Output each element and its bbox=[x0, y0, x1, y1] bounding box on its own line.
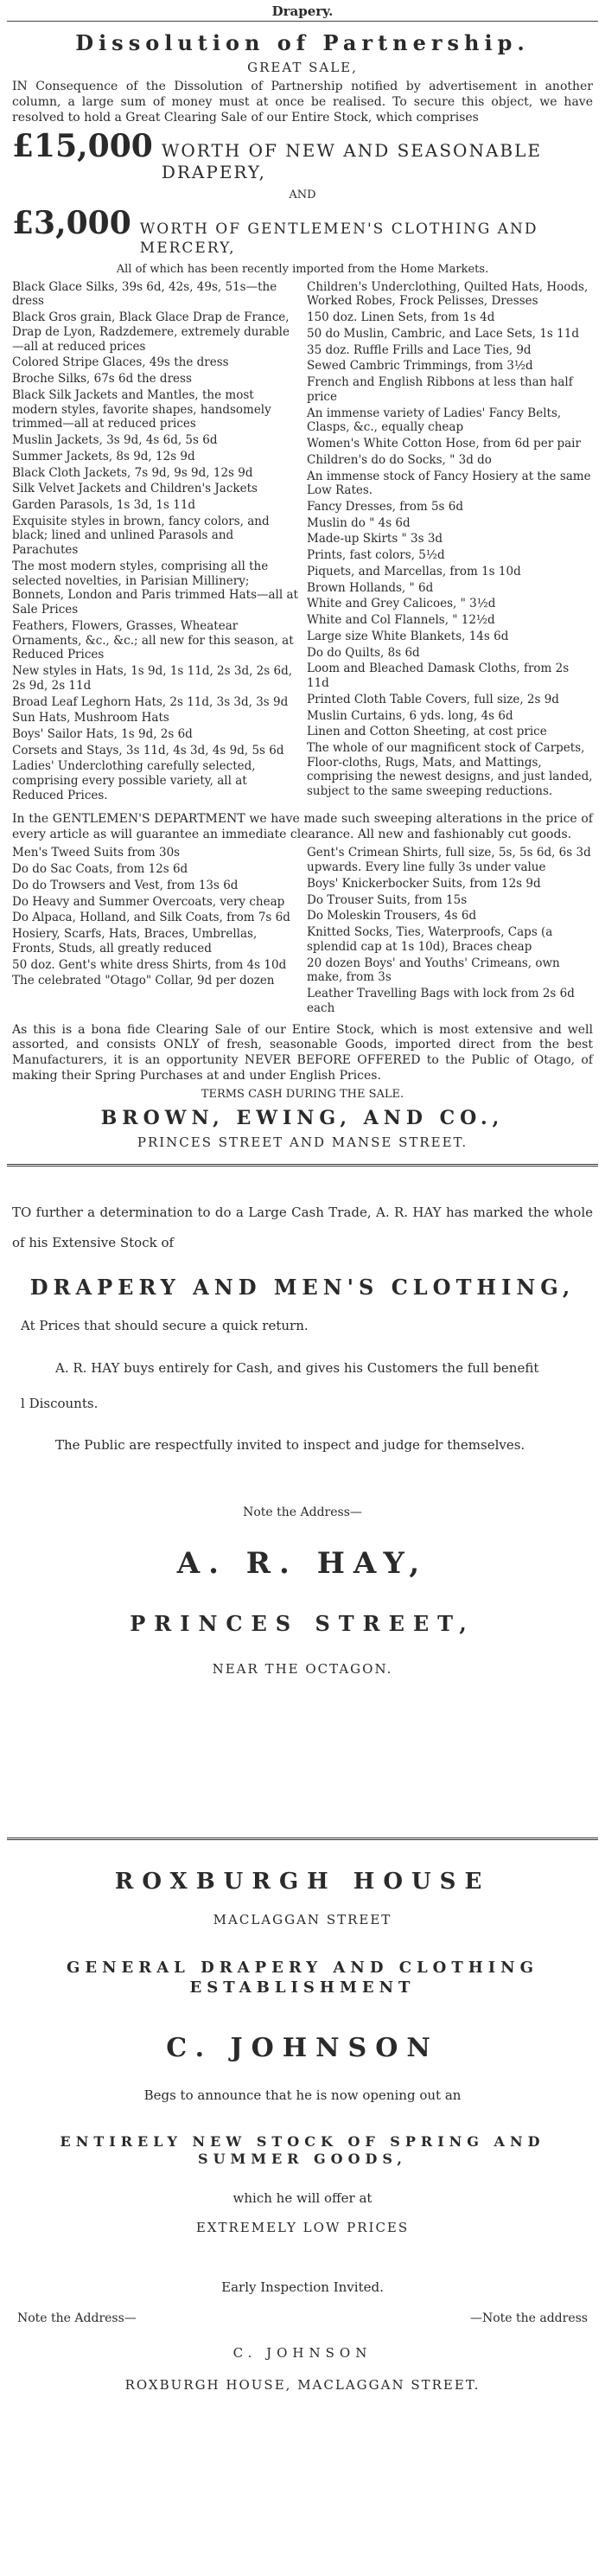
gents-right-item: Knitted Socks, Ties, Waterproofs, Caps (a splendid cap at 1s 10d), Braces cheap bbox=[307, 925, 553, 954]
drapery-right-column bbox=[307, 280, 593, 805]
drapery-columns bbox=[12, 280, 593, 805]
drapery-right-item: Linen and Cotton Sheeting, at cost price bbox=[307, 725, 547, 739]
drapery-left-item: Garden Parasols, 1s 3d, 1s 11d bbox=[12, 497, 196, 512]
drapery-left-item: New styles in Hats, 1s 9d, 1s 11d, 2s 3d, 2s 6d, 2s 9d, 2s 11d bbox=[12, 664, 292, 693]
gents-left-item: Do do Trowsers and Vest, from 13s 6d bbox=[12, 878, 239, 892]
drapery-right-item: Muslin Curtains, 6 yds. long, 4s 6d bbox=[307, 708, 513, 723]
drapery-left-item: Feathers, Flowers, Grasses, Wheatear Ornaments, &c., &c.; all new for this season, at Reduced Prices bbox=[12, 618, 294, 662]
gents-left-item: Do Heavy and Summer Overcoats, very cheap bbox=[12, 894, 285, 909]
divider bbox=[7, 1164, 598, 1167]
drapery-left-item: Colored Stripe Glaces, 49s the dress bbox=[12, 355, 229, 370]
gents-left-item: Men's Tweed Suits from 30s bbox=[12, 846, 181, 860]
hay-near: NEAR THE OCTAGON. bbox=[212, 1661, 393, 1677]
amount-drapery-text: WORTH OF NEW AND SEASONABLE DRAPERY, bbox=[161, 140, 542, 183]
gents-left-item: 50 doz. Gent's white dress Shirts, from 4s 10d bbox=[12, 957, 287, 972]
johnson-heading: GENERAL DRAPERY AND CLOTHING ESTABLISHMENT bbox=[66, 1959, 539, 1997]
hay-intro: TO further a determination to do a Large Cash Trade, A. R. HAY has marked the whole of his Extensive Stock of bbox=[12, 1205, 593, 1250]
hay-line-4: The Public are respectfully invited to inspect and judge for themselves. bbox=[55, 1437, 525, 1454]
gents-right-item: Gent's Crimean Shirts, full size, 5s, 5s 6d, 6s 3d upwards. Every line fully 3s under value bbox=[307, 846, 591, 875]
drapery-right-item: French and English Ribbons at less than half price bbox=[307, 375, 573, 404]
gents-right-item: Boys' Knickerbocker Suits, from 12s 9d bbox=[307, 876, 541, 891]
johnson-address-row bbox=[12, 2311, 593, 2327]
drapery-right-item: An immense variety of Ladies' Fancy Belts, Clasps, &c., equally cheap bbox=[307, 406, 562, 435]
note-right: —Note the address bbox=[469, 2311, 588, 2325]
johnson-line-2: which he will offer at bbox=[232, 2189, 373, 2206]
ad-intro: IN Consequence of the Dissolution of Partnership notified by advertisement in another column, a large sum of money must at once be realised. To secure this object, we have resolved to hold a Great Clearing Sale of our Entire Stock, which comprises bbox=[12, 79, 593, 125]
footer-name: C. JOHNSON bbox=[232, 2345, 373, 2362]
drapery-right-item: Children's do do Socks, " 3d do bbox=[307, 452, 492, 467]
and-label: AND bbox=[289, 189, 316, 202]
footer-address: ROXBURGH HOUSE, MACLAGGAN STREET. bbox=[124, 2377, 481, 2393]
gents-left-column bbox=[12, 846, 298, 1017]
gents-left-item: The celebrated "Otago" Collar, 9d per dozen bbox=[12, 974, 275, 988]
ad-subtitle: GREAT SALE, bbox=[247, 60, 358, 75]
drapery-right-item: Made-up Skirts " 3s 3d bbox=[307, 532, 443, 547]
drapery-right-item: An immense stock of Fancy Hosiery at the same Low Rates. bbox=[307, 469, 591, 498]
ad-brown-ewing bbox=[0, 23, 605, 1160]
drapery-right-item: White and Grey Calicoes, " 3½d bbox=[307, 597, 496, 611]
gents-left-item: Hosiery, Scarfs, Hats, Braces, Umbrellas, Fronts, Studs, all greatly reduced bbox=[12, 927, 258, 956]
ad-title: Dissolution of Partnership. bbox=[75, 30, 530, 55]
johnson-inspection: Early Inspection Invited. bbox=[221, 2279, 384, 2295]
hay-note: Note the Address— bbox=[243, 1505, 362, 1519]
drapery-left-item: The most modern styles, comprising all the selected novelties, in Parisian Millinery; Bonnets, London and Paris trimmed Hats—all at Sale Prices bbox=[12, 559, 298, 617]
ad-hay bbox=[0, 1170, 605, 1834]
closing-text: As this is a bona fide Clearing Sale of our Entire Stock, which is most extensive and well assorted, and consists ONLY of fresh, seasonable Goods, imported direct from the best Manufacturers, it is an opportunity NEVER BEFORE OFFERED to the Public of Otago, of making their Spring Purchases at and under English Prices. bbox=[12, 1022, 593, 1083]
drapery-left-item: Black Silk Jackets and Mantles, the most modern styles, favorite shapes, handsomely trimmed—all at reduced prices bbox=[12, 387, 271, 431]
johnson-line-1: Begs to announce that he is now opening out an bbox=[143, 2087, 462, 2103]
hay-name: A. R. HAY, bbox=[176, 1545, 429, 1581]
drapery-right-item: 150 doz. Linen Sets, from 1s 4d bbox=[307, 310, 495, 325]
johnson-line-3: EXTREMELY LOW PRICES bbox=[195, 2220, 410, 2236]
gents-left-item: Do Alpaca, Holland, and Silk Coats, from 7s 6d bbox=[12, 911, 290, 925]
drapery-right-item: The whole of our magnificent stock of Carpets, Floor-cloths, Rugs, Mats, and Mattings, comprising the newest designs, and just landed, subject to the same sweeping reductions. bbox=[307, 740, 593, 799]
gents-right-item: Do Trouser Suits, from 15s bbox=[307, 892, 468, 907]
gents-columns bbox=[12, 846, 593, 1017]
drapery-left-item: Exquisite styles in brown, fancy colors, and black; lined and unlined Parasols and Parachutes bbox=[12, 514, 270, 558]
drapery-left-item: Black Gros grain, Black Glace Drap de France, Drap de Lyon, Radzdemere, extremely durable—all at reduced prices bbox=[12, 310, 290, 354]
drapery-right-item: Sewed Cambric Trimmings, from 3½d bbox=[307, 359, 533, 374]
drapery-left-item: Broche Silks, 67s 6d the dress bbox=[12, 372, 192, 387]
firm-address: PRINCES STREET AND MANSE STREET. bbox=[137, 1134, 468, 1150]
drapery-left-column bbox=[12, 280, 298, 805]
gents-right-item: 20 dozen Boys' and Youths' Crimeans, own make, from 3s bbox=[307, 956, 560, 985]
drapery-right-item: Piquets, and Marcellas, from 1s 10d bbox=[307, 564, 521, 578]
gents-right-item: Leather Travelling Bags with lock from 2s 6d each bbox=[307, 987, 575, 1015]
drapery-left-item: Silk Velvet Jackets and Children's Jackets bbox=[12, 482, 258, 496]
drapery-right-item: Fancy Dresses, from 5s 6d bbox=[307, 499, 464, 514]
johnson-heading-2: ENTIRELY NEW STOCK OF SPRING AND SUMMER GOODS, bbox=[60, 2132, 545, 2167]
drapery-left-item: Broad Leaf Leghorn Hats, 2s 11d, 3s 3d, 3s 9d bbox=[12, 694, 289, 709]
johnson-name: C. JOHNSON bbox=[166, 2033, 439, 2064]
terms: TERMS CASH DURING THE SALE. bbox=[201, 1088, 404, 1102]
drapery-left-item: Black Cloth Jackets, 7s 9d, 9s 9d, 12s 9d bbox=[12, 465, 253, 480]
divider bbox=[7, 1838, 598, 1840]
hay-street: PRINCES STREET, bbox=[130, 1611, 475, 1636]
drapery-left-item: Sun Hats, Mushroom Hats bbox=[12, 711, 169, 725]
drapery-left-item: Boys' Sailor Hats, 1s 9d, 2s 6d bbox=[12, 726, 193, 741]
drapery-right-item: Printed Cloth Table Covers, full size, 2s 9d bbox=[307, 692, 559, 706]
amount-row-drapery bbox=[12, 128, 593, 183]
imported-note: All of which has been recently imported from the Home Markets. bbox=[116, 262, 489, 276]
amount-drapery: £15,000 bbox=[12, 128, 153, 165]
johnson-street: MACLAGGAN STREET bbox=[213, 1911, 392, 1927]
drapery-right-item: 50 do Muslin, Cambric, and Lace Sets, 1s 11d bbox=[307, 326, 579, 341]
hay-line-3: l Discounts. bbox=[21, 1395, 99, 1411]
drapery-right-item: Loom and Bleached Damask Cloths, from 2s 11d bbox=[307, 662, 570, 691]
drapery-right-item: White and Col Flannels, " 12½d bbox=[307, 613, 495, 628]
hay-heading: DRAPERY AND MEN'S CLOTHING, bbox=[29, 1275, 576, 1300]
hay-line-1: At Prices that should secure a quick return. bbox=[21, 1318, 309, 1333]
drapery-right-item: Large size White Blankets, 14s 6d bbox=[307, 629, 509, 643]
johnson-house: ROXBURGH HOUSE bbox=[114, 1869, 491, 1895]
drapery-right-item: Prints, fast colors, 5½d bbox=[307, 548, 445, 563]
drapery-right-item: Muslin do " 4s 6d bbox=[307, 515, 411, 530]
amount-row-clothing bbox=[12, 205, 593, 258]
ad-johnson bbox=[0, 1844, 605, 2576]
drapery-left-item: Summer Jackets, 8s 9d, 12s 9d bbox=[12, 449, 195, 463]
gents-intro: In the GENTLEMEN'S DEPARTMENT we have made such sweeping alterations in the price of every article as will guarantee an immediate clearance. All new and fashionably cut goods. bbox=[12, 811, 593, 841]
gents-right-item: Do Moleskin Trousers, 4s 6d bbox=[307, 909, 477, 924]
drapery-left-item: Ladies' Underclothing carefully selected, comprising every possible variety, all at Reduced Prices. bbox=[12, 759, 256, 802]
hay-line-2: A. R. HAY buys entirely for Cash, and gives his Customers the full benefit bbox=[55, 1359, 539, 1376]
divider bbox=[7, 21, 598, 22]
drapery-right-item: Children's Underclothing, Quilted Hats, Hoods, Worked Robes, Frock Pelisses, Dresses bbox=[307, 279, 589, 309]
drapery-left-item: Muslin Jackets, 3s 9d, 4s 6d, 5s 6d bbox=[12, 433, 218, 448]
drapery-right-item: Do do Quilts, 8s 6d bbox=[307, 645, 420, 660]
gents-left-item: Do do Sac Coats, from 12s 6d bbox=[12, 862, 188, 877]
gents-right-column bbox=[307, 846, 593, 1017]
note-left: Note the Address— bbox=[17, 2311, 137, 2325]
drapery-right-item: 35 doz. Ruffle Frills and Lace Ties, 9d bbox=[307, 342, 532, 357]
amount-clothing: £3,000 bbox=[12, 205, 131, 242]
drapery-left-item: Black Glace Silks, 39s 6d, 42s, 49s, 51s—the dress bbox=[12, 279, 277, 309]
amount-clothing-text: WORTH OF GENTLEMEN'S CLOTHING AND MERCERY, bbox=[139, 221, 538, 257]
drapery-right-item: Brown Hollands, " 6d bbox=[307, 580, 434, 595]
drapery-right-item: Women's White Cotton Hose, from 6d per pair bbox=[307, 437, 581, 451]
section-title: Drapery. bbox=[271, 3, 334, 19]
firm-name: BROWN, EWING, AND CO., bbox=[100, 1107, 505, 1130]
drapery-left-item: Corsets and Stays, 3s 11d, 4s 3d, 4s 9d, 5s 6d bbox=[12, 743, 284, 757]
